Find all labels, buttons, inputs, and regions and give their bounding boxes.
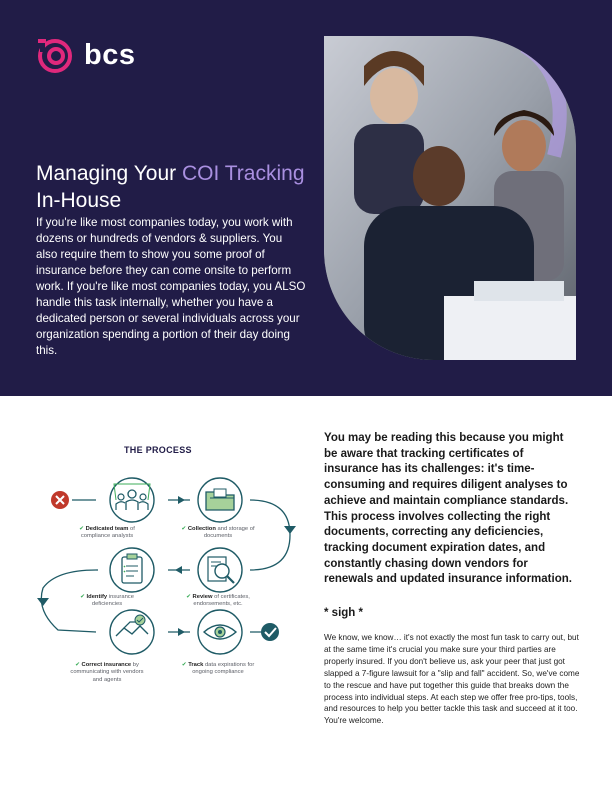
step-label-review: ✔ Review of certificates, endorsements, etc. bbox=[186, 594, 250, 608]
bcs-logo bbox=[36, 36, 135, 74]
lead-paragraph: You may be reading this because you might be aware that tracking certificates of insurance has its challenges: it's time-consuming and requires diligent analyses to achieve and maintain compliance standards. This process involves collecting the right documents, correcting any deficiencies, tracking document expiration dates, and constantly chasing down vendors for renewals and updated insurance information. bbox=[324, 432, 572, 586]
process-diagram bbox=[28, 470, 328, 770]
step-label-collection: ✔ Collection and storage of documents bbox=[181, 526, 255, 540]
title-accent: COI Tracking bbox=[181, 162, 305, 186]
magnifier-icon bbox=[198, 548, 242, 592]
step-label-correct-insurance: ✔ Correct insurance by communicating with vendors and agents bbox=[70, 662, 144, 683]
clipboard-icon bbox=[110, 548, 154, 592]
page-title bbox=[36, 160, 326, 214]
team-icon bbox=[110, 478, 154, 522]
intro-paragraph: If you're like most companies today, you work with dozens or hundreds of vendors & suppliers. You also require them to show you some proof of insurance before they can come onsite to perform work. If you're like most companies today, you ALSO handle this task internally, whether you have a dedicated person or several individuals across your organization spending a portion of their day doing this. bbox=[36, 215, 306, 358]
step-label-dedicated-team: ✔ Dedicated team of compliance analysts bbox=[79, 526, 135, 540]
title-part-1: Managing Your bbox=[36, 162, 182, 186]
start-x-icon bbox=[51, 491, 69, 509]
bcs-logo-icon bbox=[36, 36, 74, 74]
logo-wordmark: bcs bbox=[84, 38, 136, 71]
step-label-track: ✔ Track data expirations for ongoing compliance bbox=[181, 662, 255, 676]
title-part-2: In-House bbox=[36, 189, 122, 213]
step-label-identify: ✔ Identify insurance deficiencies bbox=[80, 594, 134, 608]
team-photo bbox=[324, 36, 576, 360]
end-check-icon bbox=[261, 623, 279, 641]
handshake-icon bbox=[110, 610, 154, 654]
sigh-text: * sigh * bbox=[324, 607, 363, 619]
eye-icon bbox=[198, 610, 242, 654]
folder-icon bbox=[198, 478, 242, 522]
process-title: THE PROCESS bbox=[124, 445, 192, 455]
detail-paragraph: We know, we know… it's not exactly the most fun task to carry out, but at the same time it's crucial you make sure your third parties are properly insured. If you don't believe us, ask your peer that just got slapped a 7-figure lawsuit for a "slip and fall" accident. So, we've come to the rescue and have put together this guide that breaks down the process into individual steps. At each step we offer free pro-tips, tools, and resources to help you better tackle this task and succeed at it too. You're welcome. bbox=[324, 633, 580, 726]
